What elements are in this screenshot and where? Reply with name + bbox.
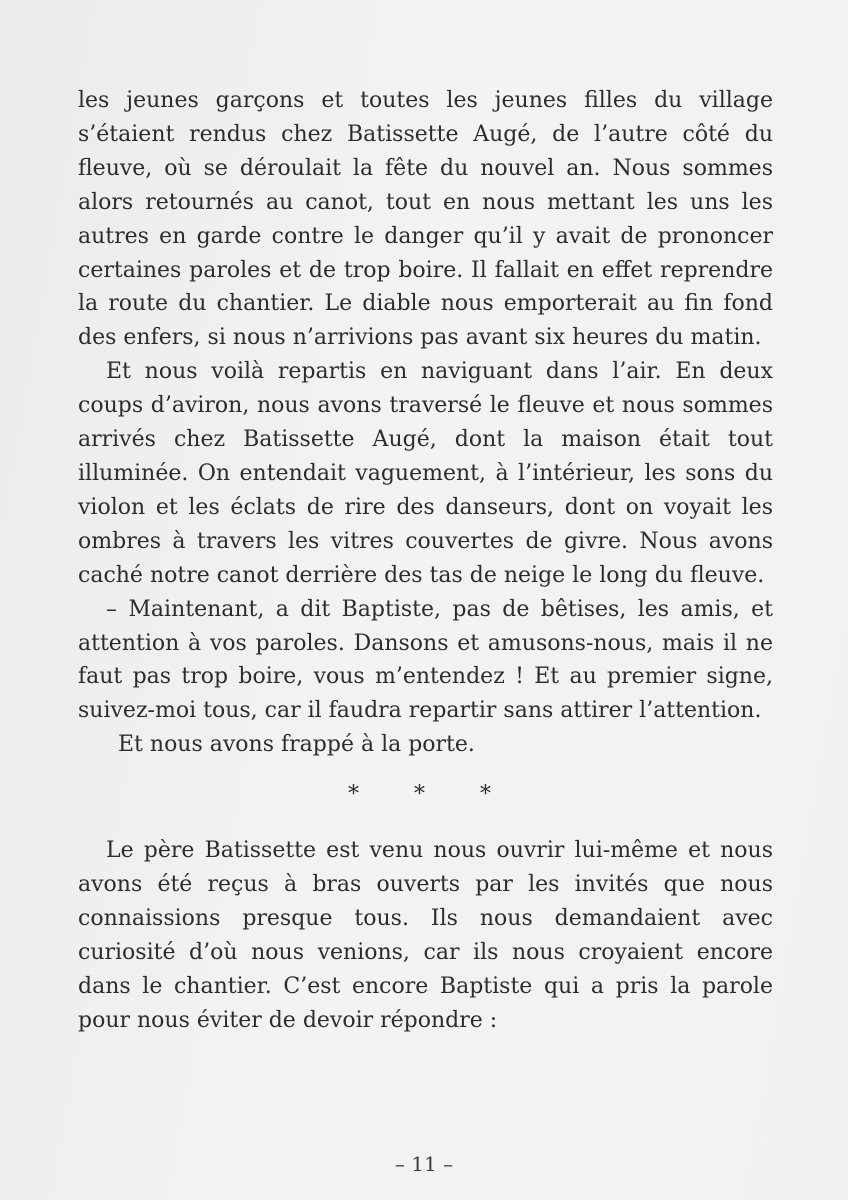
- paragraph-3: – Maintenant, a dit Baptiste, pas de bêtises, les amis, et attention à vos paroles. Dansons et amusons-nous, mais il ne faut pas trop boire, vous m’entendez ! Et au premier signe, suivez-moi tous, car il faudra repartir sans attirer l’attention.: [78, 596, 773, 724]
- body-text: [78, 84, 773, 1037]
- paragraph-1: les jeunes garçons et toutes les jeunes filles du village s’étaient rendus chez Batissette Augé, de l’autre côté du fleuve, où se déroulait la fête du nouvel an. Nous sommes alors retournés au canot, tout en nous mettant les uns les autres en garde contre le danger qu’il y avait de prononcer certaines paroles et de trop boire. Il fallait en effet reprendre la route du chantier. Le diable nous emporterait au fin fond des enfers, si nous n’arrivions pas avant six heures du matin.: [78, 88, 773, 351]
- section-separator: * * *: [348, 782, 515, 808]
- page-number: – 11 –: [394, 1152, 454, 1176]
- paragraph-2: Et nous voilà repartis en naviguant dans l’air. En deux coups d’aviron, nous avons traversé le fleuve et nous sommes arrivés chez Batissette Augé, dont la maison était tout illuminée. On entendait vaguement, à l’intérieur, les sons du violon et les éclats de rire des danseurs, dont on voyait les ombres à travers les vitres couvertes de givre. Nous avons caché notre canot derrière des tas de neige le long du fleuve.: [78, 359, 773, 588]
- paragraph-5: Le père Batissette est venu nous ouvrir lui-même et nous avons été reçus à bras ouverts par les invités que nous connaissions presque tous. Ils nous demandaient avec curiosité d’où nous venions, car ils nous croyaient encore dans le chantier. C’est encore Baptiste qui a pris la parole pour nous éviter de devoir répondre :: [78, 838, 773, 1033]
- paragraph-4: Et nous avons frappé à la porte.: [118, 732, 475, 758]
